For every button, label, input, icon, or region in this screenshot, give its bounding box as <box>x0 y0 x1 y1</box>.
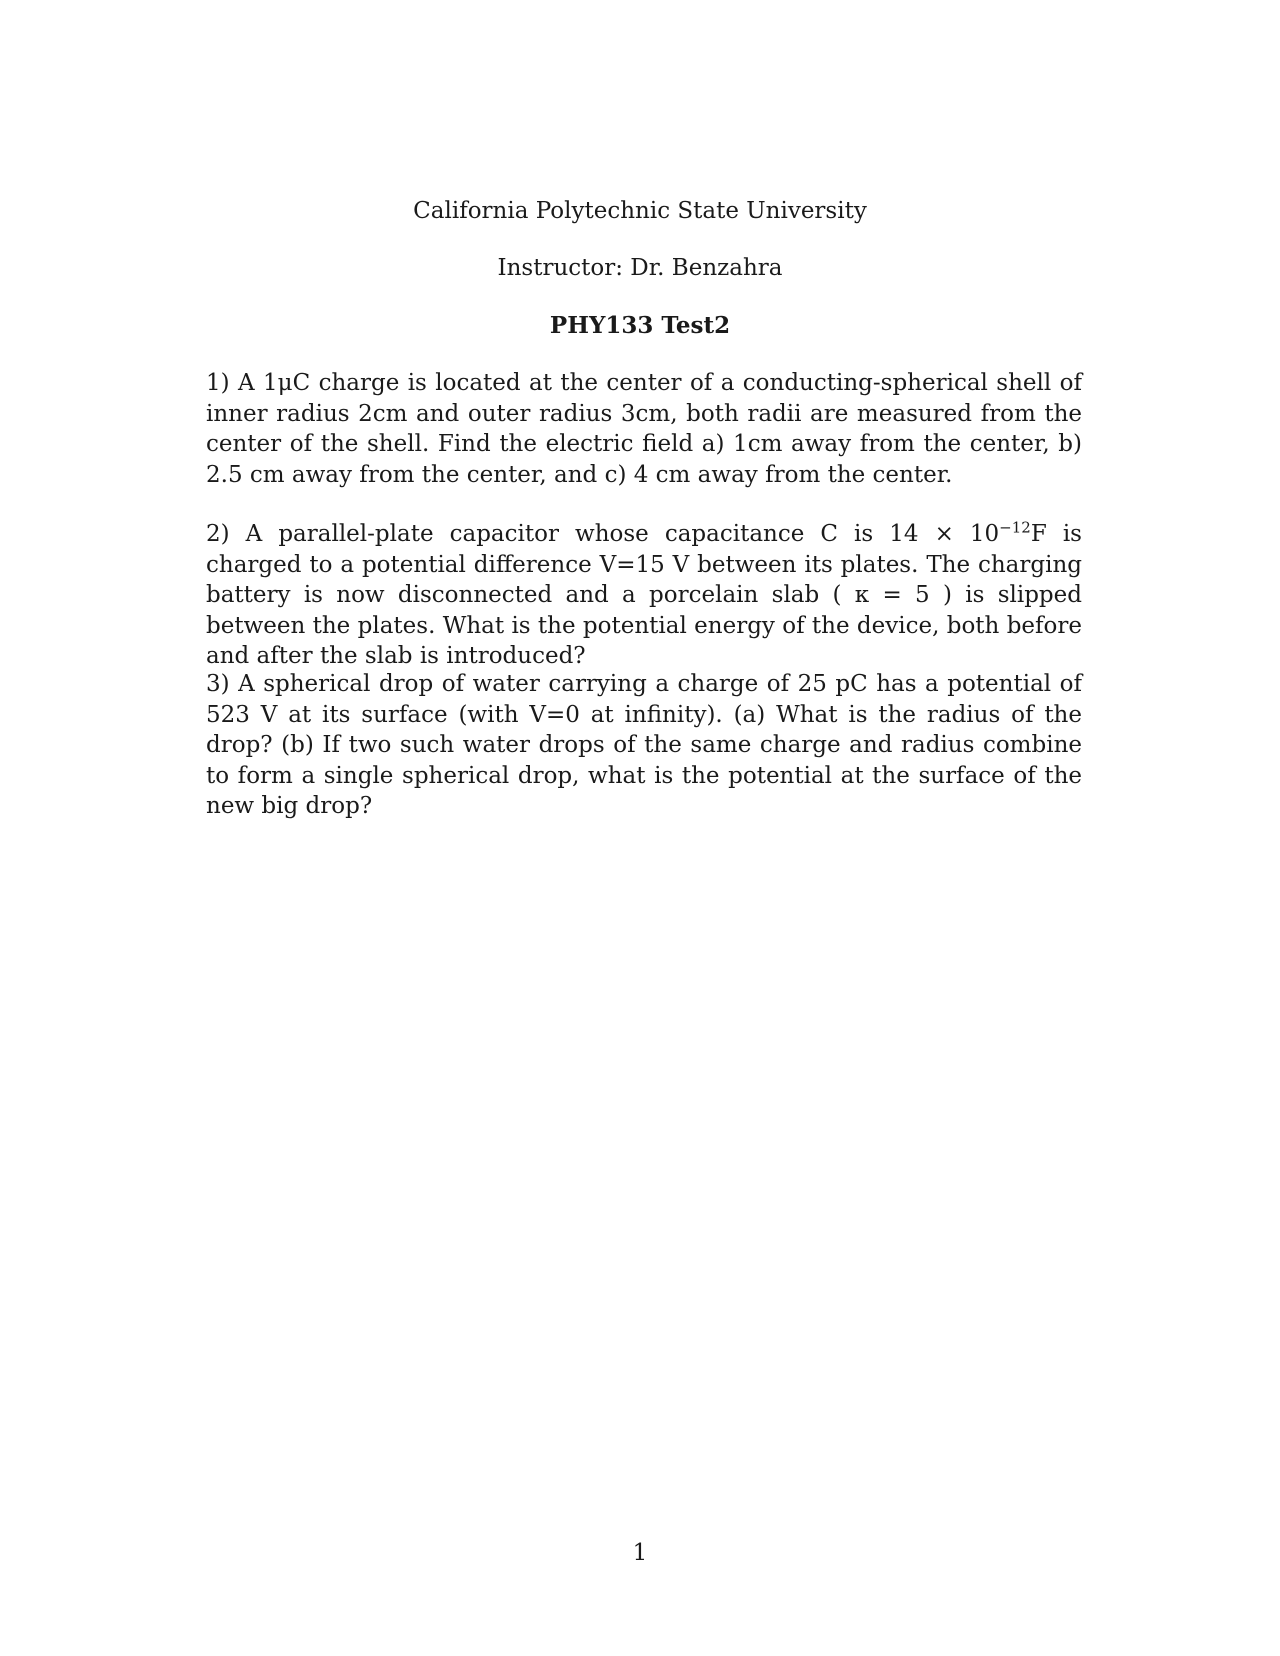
problem-2 <box>206 519 1082 672</box>
problem-2-text-end: F is charged to a potential difference V=15 V between its plates. The charging battery is now disconnected and a porcelain slab ( κ = 5 ) is slipped between the plates. What is the potential energy of the device, both before and after the slab is introduced? <box>206 521 1082 669</box>
test-title: PHY133 Test2 <box>549 312 731 339</box>
problem-2-exponent: −12 <box>999 518 1031 537</box>
page-number: 1 <box>632 1540 648 1566</box>
institution-name: California Polytechnic State University <box>413 198 867 224</box>
instructor-line: Instructor: Dr. Benzahra <box>497 255 783 281</box>
problem-3: 3) A spherical drop of water carrying a charge of 25 pC has a potential of 523 V at its surface (with V=0 at infinity). (a) What is the radius of the drop? (b) If two such water drops of the same charge and radius combine to form a single spherical drop, what is the potential at the surface of the new big drop? <box>206 671 1082 819</box>
problem-2-text-start: 2) A parallel-plate capacitor whose capacitance C is 14 × 10 <box>206 521 1000 547</box>
problem-1: 1) A 1μC charge is located at the center of a conducting-spherical shell of inner radius 2cm and outer radius 3cm, both radii are measured from the center of the shell. Find the electric field a) 1cm away from the center, b) 2.5 cm away from the center, and c) 4 cm away from the center. <box>206 370 1082 488</box>
